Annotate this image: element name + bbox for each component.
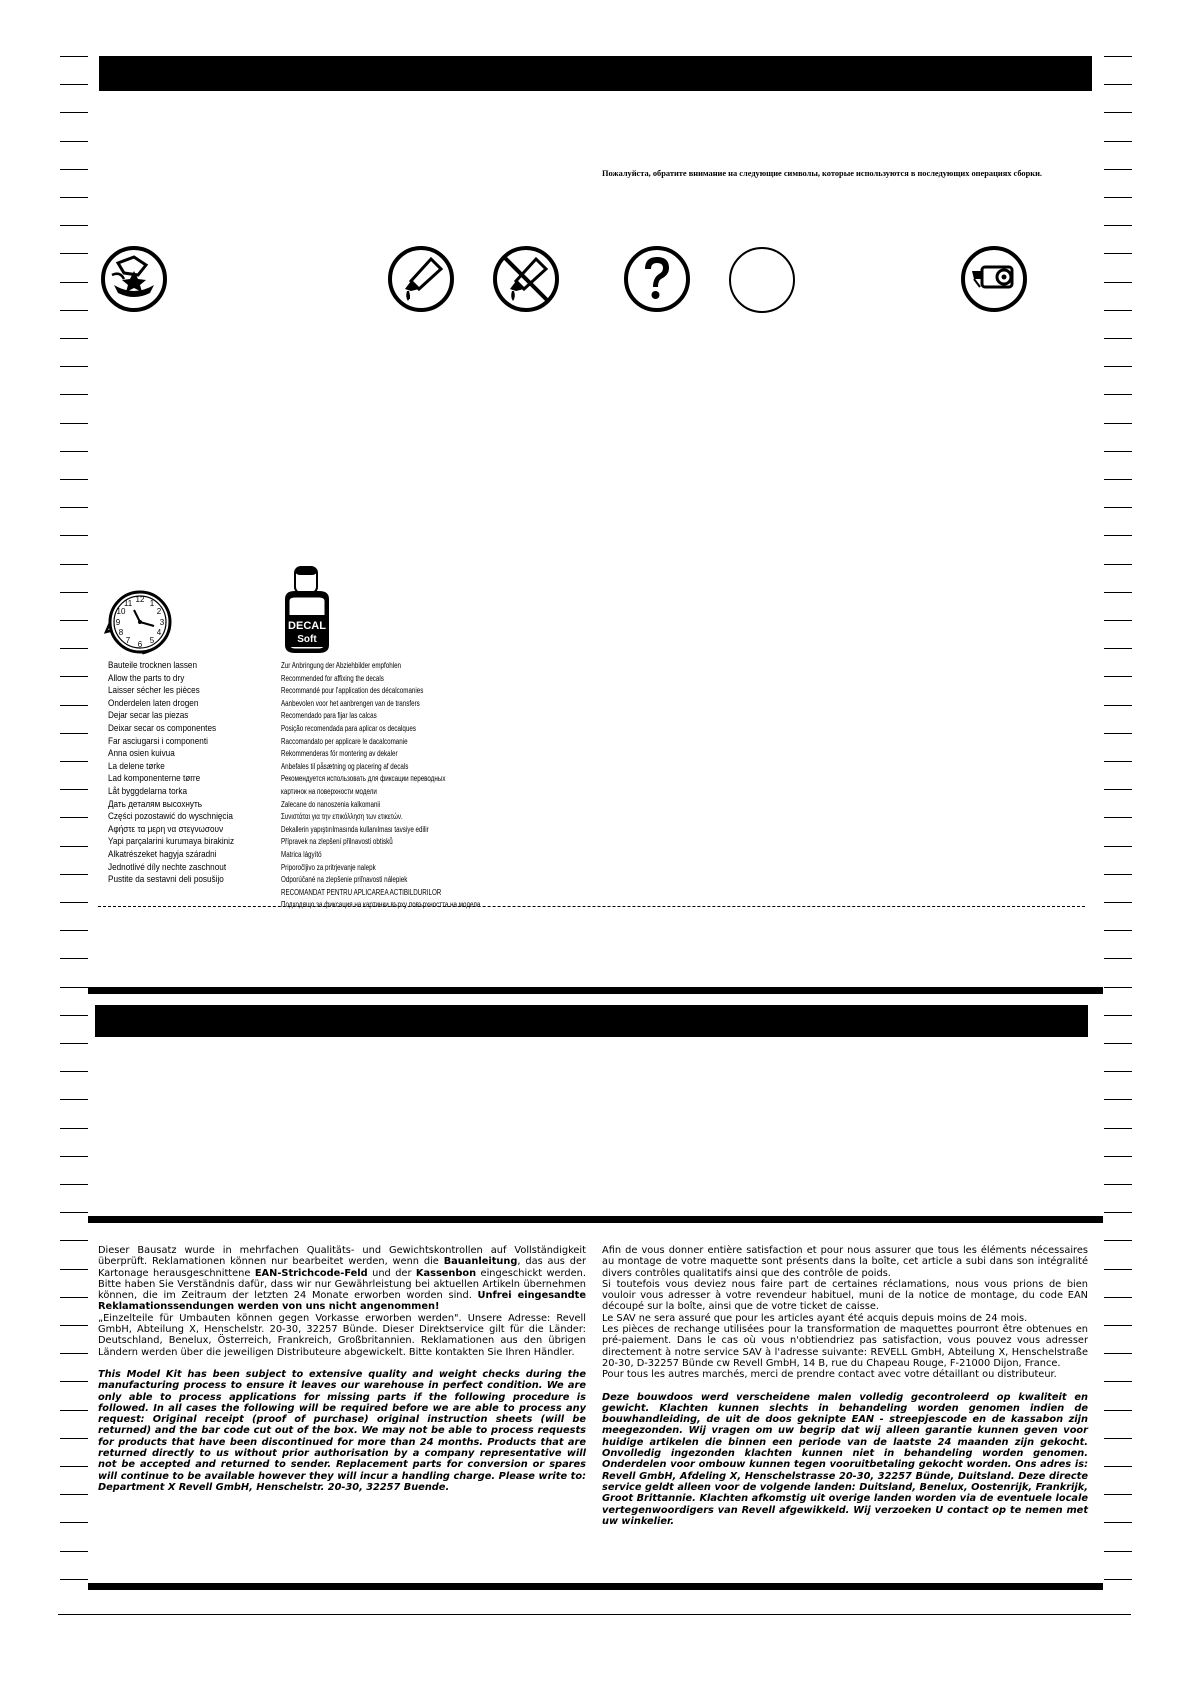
margin-tick — [1104, 1438, 1132, 1439]
svg-text:5: 5 — [149, 636, 155, 645]
wet-decal-icon — [100, 245, 168, 313]
margin-tick — [1104, 366, 1132, 367]
svg-text:9: 9 — [115, 618, 121, 627]
dry-list-item: Yapi parçalarini kurumaya birakiniz — [108, 836, 235, 848]
margin-tick — [1104, 1381, 1132, 1382]
margin-tick — [1104, 1410, 1132, 1411]
margin-tick — [60, 1551, 88, 1552]
decal-list-item: Подходящо за фиксация на картинки върху повърхността на модела — [281, 900, 481, 910]
margin-tick — [1104, 1269, 1132, 1270]
section-divider-top — [88, 987, 1103, 994]
margin-tick — [1104, 451, 1132, 452]
dry-list-item: Allow the parts to dry — [108, 672, 185, 684]
margin-tick — [60, 366, 88, 367]
decal-label: DECAL — [288, 620, 326, 632]
margin-tick — [60, 733, 88, 734]
russian-symbol-note: Пожалуйста, обратите внимание на следующие символы, которые используются в последующих операциях сборки. — [602, 169, 1043, 178]
margin-tick — [60, 451, 88, 452]
decal-list-item: Matrica lágyító — [281, 849, 322, 859]
margin-tick — [60, 1240, 88, 1241]
svg-text:6: 6 — [137, 640, 143, 649]
margin-tick — [1104, 789, 1132, 790]
margin-tick — [1104, 310, 1132, 311]
margin-tick — [60, 1438, 88, 1439]
margin-tick — [1104, 423, 1132, 424]
margin-tick — [1104, 225, 1132, 226]
margin-tick — [1104, 197, 1132, 198]
dry-list-item: Alkatrészeket hagyja száradni — [108, 848, 217, 860]
soft-label: Soft — [297, 634, 317, 645]
margin-tick — [60, 253, 88, 254]
warranty-left-column — [98, 1245, 586, 1493]
margin-tick — [60, 930, 88, 931]
german-paragraph: Dieser Bausatz wurde in mehrfachen Qualitäts- und Gewichtskontrollen auf Vollständigkeit überprüft. Reklamationen können nur bearbeitet werden, wenn die Bauanleitung, das aus der Kartonage herausgeschnittene EAN-Strichcode-Feld und der Kassenbon eingeschickt werden. Bitte haben Sie Verständnis dafür, dass wir nur Gewährleistung bei aktuellen Artikeln übernehmen können, die im Zeitraum der letzten 24 Monate erworben worden sind. Unfrei eingesandte Reklamationssendungen werden von uns nicht angenommen! — [98, 1245, 587, 1313]
decal-list-item: Zalecane do nanoszenia kalkomanii — [281, 799, 381, 809]
margin-tick — [60, 479, 88, 480]
french-paragraph-1: Afin de vous donner entière satisfaction et pour nous assurer que tous les éléments nécessaires au montage de votre maquette sont présents dans la boîte, cet article a subi dans son intégralité divers contrôles qualitatifs ainsi que des contrôle de poids. — [602, 1245, 1088, 1279]
margin-tick — [60, 141, 88, 142]
margin-tick — [60, 1494, 88, 1495]
dry-list-item: Onderdelen laten drogen — [108, 697, 199, 709]
margin-tick — [60, 1071, 88, 1072]
margin-tick — [60, 1043, 88, 1044]
svg-text:7: 7 — [125, 636, 131, 645]
dashed-cut-line — [98, 906, 1085, 907]
margin-tick — [60, 987, 88, 988]
margin-tick — [60, 1015, 88, 1016]
margin-tick — [1104, 846, 1132, 847]
margin-tick — [1104, 1043, 1132, 1044]
margin-tick — [1104, 1156, 1132, 1157]
decal-list-item: картинок на поверхности модели — [281, 786, 377, 796]
margin-tick — [60, 535, 88, 536]
svg-text:4: 4 — [156, 628, 162, 637]
margin-tick — [1104, 56, 1132, 57]
margin-tick — [1104, 733, 1132, 734]
dry-list-item: Dejar secar las piezas — [108, 710, 189, 722]
margin-tick — [60, 676, 88, 677]
svg-text:3: 3 — [159, 618, 165, 627]
margin-tick — [60, 817, 88, 818]
margin-tick — [1104, 282, 1132, 283]
margin-tick — [1104, 1353, 1132, 1354]
margin-tick — [60, 1353, 88, 1354]
margin-tick — [1104, 1099, 1132, 1100]
question-icon — [623, 245, 691, 313]
margin-tick — [1104, 902, 1132, 903]
margin-tick — [1104, 535, 1132, 536]
margin-tick — [60, 1128, 88, 1129]
margin-tick — [1104, 112, 1132, 113]
margin-tick — [60, 1522, 88, 1523]
margin-tick — [60, 423, 88, 424]
margin-tick — [60, 1184, 88, 1185]
dry-list-item: Låt byggdelarna torka — [108, 785, 188, 797]
margin-tick — [60, 282, 88, 283]
margin-tick — [60, 846, 88, 847]
decal-list-item: Přípravek na zlepšení přilnavosti obtisků — [281, 837, 393, 847]
margin-tick — [1104, 169, 1132, 170]
decal-list-item: RECOMANDAT PENTRU APLICAREA ACTIBILDURILOR — [281, 887, 442, 897]
dry-list-item: Laisser sécher les pièces — [108, 685, 200, 697]
margin-tick — [1104, 761, 1132, 762]
margin-tick — [60, 958, 88, 959]
warranty-right-column — [602, 1245, 1088, 1527]
dry-parts-list — [108, 660, 234, 887]
margin-tick — [60, 1269, 88, 1270]
dutch-paragraph: Deze bouwdoos werd verscheidene malen volledig gecontroleerd op kwaliteit en gewicht. Klachten kunnen slechts in behandeling worden genomen indien de bouwhandleiding, de uit de doos geknipte EAN - streepjescode en de kassabon zijn meegezonden. Wij vragen om uw begrip dat wij alleen garantie kunnen geven voor huidige artikelen die binnen een periode van de laatste 24 maanden zijn gekocht. Onvolledig ingezonden klachten kunnen niet in behandeling worden genomen. Onderdelen voor ombouw kunnen tegen vooruitbetaling gekocht worden. Ons adres is: Revell GmbH, Afdeling X, Henschelstrasse 20-30, 32257 Bünde, Duitsland. Deze directe service geldt alleen voor de volgende landen: Duitsland, Benelux, Oostenrijk, Frankrijk, Groot Brittannie. Klachten afkomstig uit overige landen worden via de eventuele locale vertegenwoordigers van Revell afgewikkeld. Wij verzoeken U contact op te nemen met uw winkelier. — [602, 1391, 1088, 1527]
decal-list-item: Raccomandato per applicare le dacalcomanie — [281, 736, 408, 746]
svg-text:12: 12 — [135, 595, 145, 604]
dry-list-item: Anna osien kuivua — [108, 748, 175, 760]
margin-tick — [1104, 874, 1132, 875]
margin-tick — [1104, 1325, 1132, 1326]
svg-text:10: 10 — [116, 607, 126, 616]
dry-list-item: Bauteile trocknen lassen — [108, 660, 198, 671]
margin-tick — [60, 789, 88, 790]
margin-tick — [1104, 141, 1132, 142]
margin-tick — [60, 1381, 88, 1382]
margin-tick — [60, 1410, 88, 1411]
margin-tick — [1104, 958, 1132, 959]
margin-tick — [60, 874, 88, 875]
margin-tick — [60, 620, 88, 621]
svg-text:8: 8 — [118, 628, 124, 637]
margin-tick — [1104, 1579, 1132, 1580]
margin-tick — [1104, 705, 1132, 706]
margin-tick — [1104, 507, 1132, 508]
section-divider-bottom — [88, 1583, 1103, 1590]
margin-tick — [60, 648, 88, 649]
decal-list-item: Anbefales til påsætning og placering af decals — [281, 761, 409, 771]
margin-tick — [1104, 1184, 1132, 1185]
margin-tick — [1104, 479, 1132, 480]
german-address-paragraph: „Einzelteile für Umbauten können gegen Vorkasse erworben werden". Unsere Adresse: Revell GmbH, Abteilung X, Henschelstr. 20-30, 32257 Bünde. Dieser Direktservice gilt für die Länder: Deutschland, Benelux, Österreich, Frankreich, Großbritannien. Reklamationen aus den übrigen Ländern werden über die jeweiligen Distributeure abgewickelt. Bitte kontakten Sie Ihren Händler. — [98, 1312, 586, 1358]
section-divider-middle — [88, 1216, 1103, 1223]
svg-text:1: 1 — [149, 599, 155, 608]
decal-list-item: Recommandé pour l'application des décalcomanies — [281, 686, 424, 696]
margin-tick — [60, 1466, 88, 1467]
french-paragraph-2: Si toutefois vous deviez nous faire part de certaines réclamations, nous vous prions de bien vouloir vous adresser à votre revendeur habituel, muni de la notice de montage, du code EAN découpé sur la boîte, ainsi que de votre ticket de caisse. — [602, 1278, 1088, 1313]
dry-list-item: Αφήστε τα μερη να στεγνωσουν — [108, 823, 224, 835]
decal-list-item: Dekallerin yapıştırılmasında kullanılması tavsiye edilir — [281, 824, 429, 834]
margin-tick — [60, 1579, 88, 1580]
margin-tick — [1104, 648, 1132, 649]
dry-list-item: La delene tørke — [108, 760, 165, 772]
margin-tick — [1104, 1551, 1132, 1552]
margin-tick — [60, 902, 88, 903]
decal-soft-bottle-icon — [279, 565, 335, 657]
header-bar — [99, 56, 1092, 91]
dry-list-item: Pustite da sestavni deli posušijo — [108, 874, 224, 886]
dry-list-item: Дать деталям высохнуть — [108, 798, 203, 810]
french-paragraph-5: Pour tous les autres marchés, merci de prendre contact avec votre détaillant ou distributeur. — [602, 1369, 1057, 1381]
margin-tick — [60, 592, 88, 593]
footer-rule — [58, 1614, 1131, 1615]
margin-tick — [1104, 592, 1132, 593]
margin-tick — [60, 1325, 88, 1326]
margin-tick — [1104, 1522, 1132, 1523]
decal-list-item: Συνιστάται για την επικόλληση των ετικετών. — [281, 812, 403, 822]
decal-list-item: Рекомендуется использовать для фиксации переводных — [281, 774, 446, 784]
circle-icon — [728, 246, 796, 314]
tape-icon — [960, 245, 1028, 313]
margin-tick — [60, 338, 88, 339]
margin-tick — [60, 1156, 88, 1157]
margin-tick — [1104, 620, 1132, 621]
french-paragraph-3: Le SAV ne sera assuré que pour les articles ayant été acquis depuis moins de 24 mois. — [602, 1312, 1028, 1324]
margin-tick — [1104, 564, 1132, 565]
second-header-bar — [95, 1005, 1088, 1037]
glue-icon — [387, 245, 455, 313]
svg-text:11: 11 — [123, 599, 133, 608]
decal-list-item: Posição recomendada para aplicar os decalques — [281, 723, 416, 733]
margin-tick — [1104, 1297, 1132, 1298]
decal-list-item: Recomendado para fijar las calcas — [281, 711, 377, 721]
margin-tick — [60, 1212, 88, 1213]
margin-tick — [60, 761, 88, 762]
margin-tick — [1104, 1240, 1132, 1241]
margin-tick — [1104, 1128, 1132, 1129]
decal-list-item: Rekommenderas för montering av dekaler — [281, 749, 398, 759]
margin-tick — [60, 1297, 88, 1298]
margin-tick — [1104, 1212, 1132, 1213]
dry-list-item: Jednotlivé díly nechte zaschnout — [108, 861, 227, 873]
margin-tick — [1104, 338, 1132, 339]
svg-text:2: 2 — [156, 607, 162, 616]
decal-list-item: Recommended for affixing the decals — [281, 673, 384, 683]
english-paragraph: This Model Kit has been subject to extensive quality and weight checks during the manufacturing process to ensure it leaves our warehouse in perfect condition. We are only able to process applications for missing parts if the following procedure is followed. In all cases the following will be required before we are able to process any request: Original receipt (proof of purchase) original instruction sheets (will be returned) and the bar code cut out of the box. We may not be able to process requests for products that have been discontinued for more than 24 months. Products that are returned directly to us without prior authorisation by a company representative will not be accepted and returned to sender. Replacement parts for conversion or spares will continue to be available however they will incur a handling charge. Please write to: Department X Revell GmbH, Henschelstr. 20-30, 32257 Buende. — [98, 1368, 586, 1493]
clock-icon — [104, 588, 188, 656]
margin-tick — [60, 1099, 88, 1100]
no-glue-icon — [492, 245, 560, 313]
margin-tick — [60, 310, 88, 311]
margin-tick — [1104, 987, 1132, 988]
decal-list-item: Odporúčané na zlepšenie priľnavosti nálepiek — [281, 875, 408, 885]
margin-tick — [60, 564, 88, 565]
dry-list-item: Części pozostawić do wyschnięcia — [108, 811, 233, 823]
dry-list-item: Far asciugarsi i componenti — [108, 735, 208, 747]
margin-tick — [1104, 676, 1132, 677]
margin-tick — [60, 507, 88, 508]
decal-soft-list — [281, 660, 480, 912]
margin-tick — [1104, 1015, 1132, 1016]
margin-tick — [60, 112, 88, 113]
dry-list-item: Deixar secar os componentes — [108, 722, 217, 734]
margin-tick — [60, 225, 88, 226]
margin-tick — [60, 169, 88, 170]
margin-tick — [60, 56, 88, 57]
dry-list-item: Lad komponenterne tørre — [108, 773, 201, 785]
margin-tick — [1104, 1466, 1132, 1467]
margin-tick — [60, 705, 88, 706]
margin-tick — [1104, 253, 1132, 254]
margin-tick — [1104, 84, 1132, 85]
decal-list-item: Aanbevolen voor het aanbrengen van de transfers — [281, 698, 420, 708]
margin-tick — [1104, 394, 1132, 395]
margin-tick — [1104, 817, 1132, 818]
french-paragraph-4: Les pièces de rechange utilisées pour la transformation de maquettes pourront être obtenues en pré-paiement. Dans le cas où vous n'obtiendriez pas satisfaction, vous pouvez vous adresser directement à notre service SAV à l'adresse suivante: REVELL GmbH, Abteilung X, Henschelstraße 20-30, D-32257 Bünde cw Revell GmbH, 14 B, rue du Chapeau Rouge, F-21000 Dijon, France. — [602, 1324, 1088, 1369]
margin-tick — [60, 394, 88, 395]
margin-tick — [60, 84, 88, 85]
margin-tick — [1104, 1071, 1132, 1072]
decal-list-item: Priporočljivo za pritrjevanje nalepk — [281, 862, 376, 872]
margin-tick — [1104, 1494, 1132, 1495]
margin-tick — [1104, 930, 1132, 931]
margin-tick — [60, 197, 88, 198]
decal-list-item: Zur Anbringung der Abziehbilder empfohlen — [281, 661, 402, 670]
